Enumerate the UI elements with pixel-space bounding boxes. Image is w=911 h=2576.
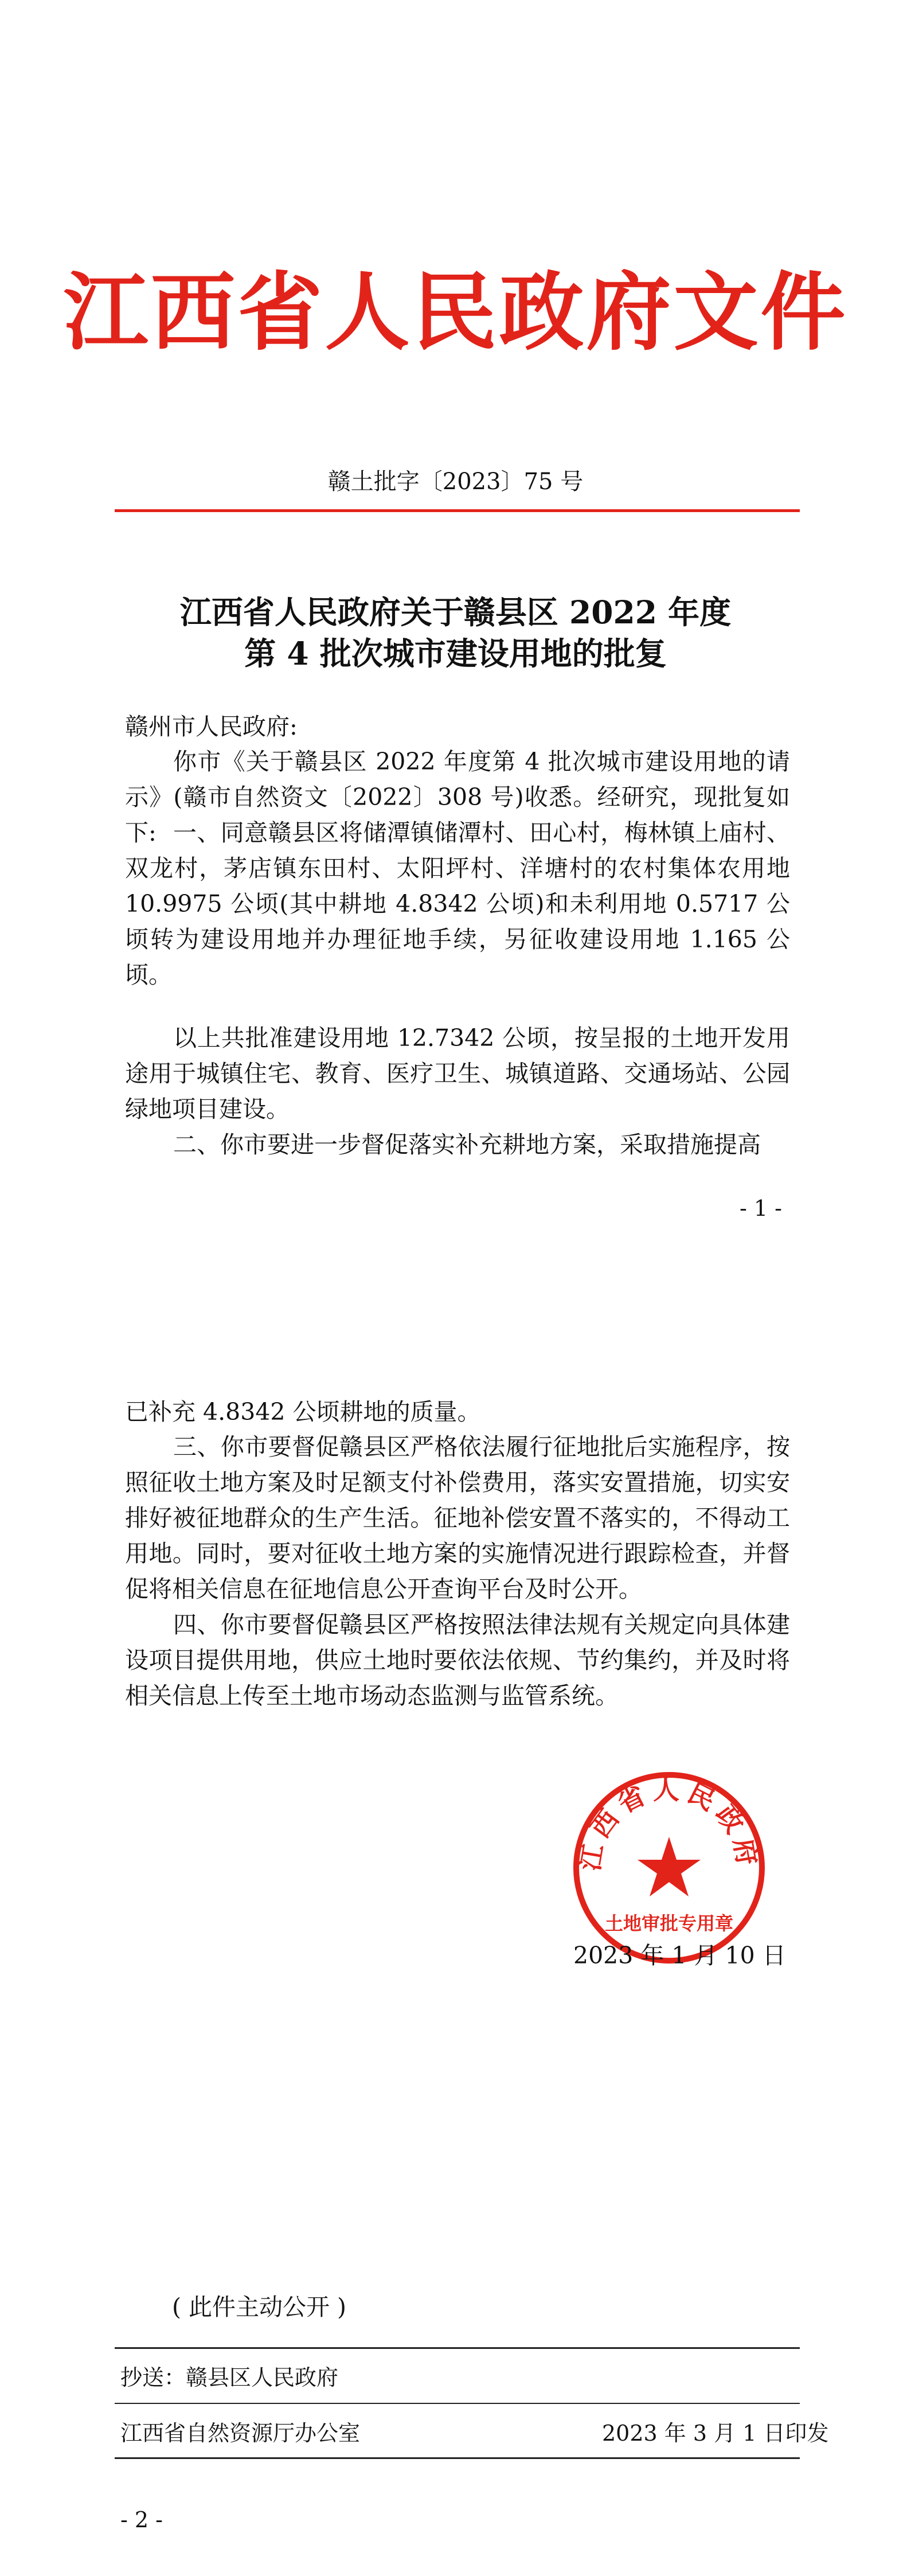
issuing-office: 江西省自然资源厅办公室 bbox=[120, 2421, 361, 2446]
item-4-paragraph: 四、你市要督促赣县区严格按照法律法规有关规定向具体建设项目提供用地，供应土地时要依法依规、节约集约，并及时将相关信息上传至土地市场动态监测与监管系统。 bbox=[125, 1611, 790, 1709]
masthead-title: 江西省人民政府文件 bbox=[63, 262, 848, 362]
signature-date: 2023 年 1 月 10 日 bbox=[573, 1942, 786, 1969]
official-seal bbox=[570, 1769, 768, 1967]
item-2-paragraph-start: 二、你市要进一步督促落实补充耕地方案，采取措施提高 bbox=[173, 1131, 761, 1158]
item-1-continuation: 以上共批准建设用地 12.7342 公顷，按呈报的土地开发用途用于城镇住宅、教育、医疗卫生、城镇道路、交通场站、公园绿地项目建设。 bbox=[125, 1024, 790, 1123]
cc-line: 抄送：赣县区人民政府 bbox=[120, 2365, 339, 2390]
item-2-paragraph-end: 已补充 4.8342 公顷耕地的质量。 bbox=[125, 1398, 481, 1426]
document-title-line-1: 江西省人民政府关于赣县区 2022 年度 bbox=[179, 594, 732, 631]
page-number-2: - 2 - bbox=[120, 2507, 163, 2532]
item-3-paragraph: 三、你市要督促赣县区严格依法履行征地批后实施程序，按照征收土地方案及时足额支付补偿费用，落实安置措施，切实安排好被征地群众的生产生活。征地补偿安置不落实的，不得动工用地。同时，要对征收土地方案的实施情况进行跟踪检查，并督促将相关信息在征地信息公开查询平台及时公开。 bbox=[125, 1433, 790, 1603]
page-number-1: - 1 - bbox=[740, 1196, 783, 1221]
svg-text:江西省人民政府: 江西省人民政府 bbox=[574, 1774, 764, 1874]
print-date: 2023 年 3 月 1 日印发 bbox=[602, 2421, 829, 2446]
star-icon bbox=[638, 1837, 701, 1896]
footer-rule-middle bbox=[115, 2403, 800, 2404]
public-disclosure-note: ( 此件主动公开 ) bbox=[172, 2293, 347, 2321]
svg-text:土地审批专用章: 土地审批专用章 bbox=[604, 1913, 734, 1934]
footer-rule-top bbox=[115, 2347, 800, 2349]
red-divider bbox=[115, 509, 800, 512]
item-1-paragraph: 一、同意赣县区将储潭镇储潭村、田心村，梅林镇上庙村、双龙村，茅店镇东田村、太阳坪村、洋塘村的农村集体农用地 10.9975 公顷(其中耕地 4.8342 公顷)和未利用地 0.5717 公顷转为建设用地并办理征地手续，另征收建设用地 1.165 公顷。 bbox=[125, 819, 790, 989]
intro-paragraph: 你市《关于赣县区 2022 年度第 4 批次城市建设用地的请示》(赣市自然资文〔2022〕308 号)收悉。经研究，现批复如下: bbox=[125, 748, 790, 846]
footer-rule-bottom bbox=[115, 2457, 800, 2459]
addressee: 赣州市人民政府: bbox=[125, 713, 298, 740]
document-title-line-2: 第 4 批次城市建设用地的批复 bbox=[244, 635, 667, 672]
document-number: 赣土批字〔2023〕75 号 bbox=[327, 469, 584, 495]
